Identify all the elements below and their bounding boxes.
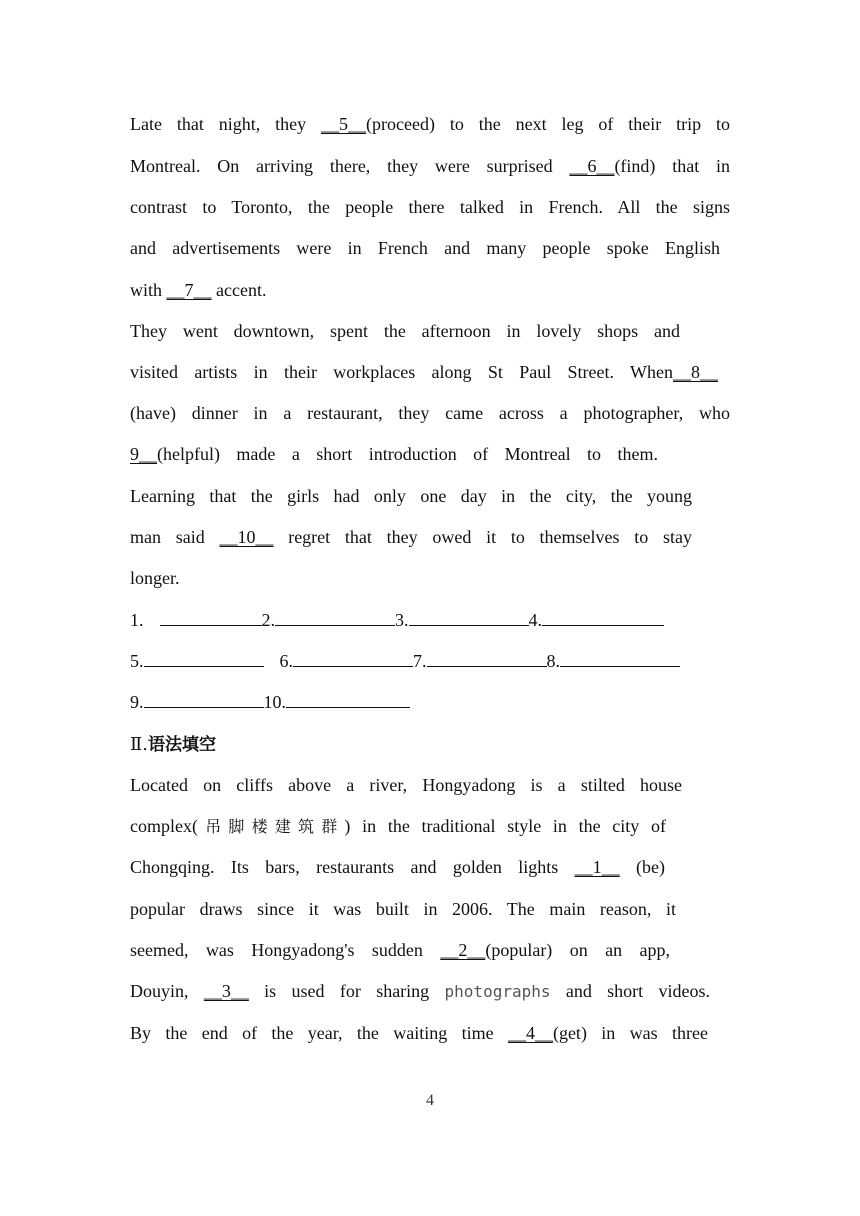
answer-label-8: 8.: [546, 651, 560, 671]
passage2-line-6: Douyin, __3__ is used for sharing photographs and short videos.: [130, 981, 710, 1001]
answer-row-1: [130, 600, 730, 641]
passage1-line-1: Late that night, they __5__(proceed) to the next leg of their trip to: [130, 114, 730, 134]
answer-blank-1[interactable]: [160, 601, 262, 626]
blank-p2-2: __2__: [440, 940, 486, 960]
answer-label-10: 10.: [263, 692, 286, 712]
answer-label-1: 1.: [130, 610, 144, 630]
blank-8: __8__: [673, 362, 718, 382]
passage1-line-9: 9__(helpful) made a short introduction of Montreal to them.: [130, 444, 658, 464]
blank-7: __7__: [166, 280, 212, 300]
answer-label-9: 9.: [130, 692, 144, 712]
passage1-line-3: contrast to Toronto, the people there talked in French. All the signs: [130, 197, 730, 217]
passage2-line-3: Chongqing. Its bars, restaurants and golden lights __1__ (be): [130, 857, 665, 877]
passage2-line-1: Located on cliffs above a river, Hongyadong is a stilted house: [130, 775, 682, 795]
page-number: 4: [426, 1092, 434, 1109]
blank-p2-3: __3__: [203, 981, 249, 1001]
answer-label-7: 7.: [413, 651, 427, 671]
blank-5: __5__: [321, 114, 366, 134]
answer-blank-2[interactable]: [275, 601, 395, 626]
answer-row-2: [130, 641, 730, 682]
section-heading: [130, 724, 730, 765]
blank-p2-1: __1__: [574, 857, 620, 877]
passage1-line-4: and advertisements were in French and many people spoke English: [130, 238, 720, 258]
section-title: 语法填空: [147, 735, 216, 755]
passage1-line-8: (have) dinner in a restaurant, they came across a photographer, who: [130, 403, 730, 423]
passage1-line-7: visited artists in their workplaces along St Paul Street. When__8__: [130, 362, 718, 382]
answer-blank-5[interactable]: [144, 642, 264, 667]
answer-blank-3[interactable]: [409, 601, 529, 626]
blank-9: 9__: [130, 444, 157, 464]
blank-p2-4: __4__: [507, 1023, 553, 1043]
passage1-line-2: Montreal. On arriving there, they were surprised __6__(find) that in: [130, 156, 730, 176]
passage2-line-2: complex(吊脚楼建筑群) in the traditional style in the city of: [130, 816, 666, 836]
answer-blank-8[interactable]: [560, 642, 680, 667]
passage1-line-6: They went downtown, spent the afternoon in lovely shops and: [130, 321, 680, 341]
answer-blank-9[interactable]: [144, 683, 264, 708]
answer-blank-6[interactable]: [293, 642, 413, 667]
answer-blank-10[interactable]: [286, 683, 410, 708]
passage1-line-11: man said __10__ regret that they owed it to themselves to stay: [130, 527, 692, 547]
answer-row-3: [130, 682, 730, 723]
answer-blank-4[interactable]: [542, 601, 664, 626]
blank-6: __6__: [569, 156, 615, 176]
answer-label-4: 4.: [528, 610, 542, 630]
passage1-line-5: with __7__ accent.: [130, 280, 267, 300]
section-numeral: Ⅱ.: [130, 734, 148, 755]
answer-blank-7[interactable]: [427, 642, 547, 667]
passage2-line-7: By the end of the year, the waiting time __4__(get) in was three: [130, 1023, 708, 1043]
passage1-line-10: Learning that the girls had only one day in the city, the young: [130, 486, 692, 506]
answer-label-2: 2.: [261, 610, 275, 630]
blank-10: __10__: [219, 527, 274, 547]
passage1-line-12: longer.: [130, 568, 180, 588]
passage2-line-4: popular draws since it was built in 2006. The main reason, it: [130, 899, 676, 919]
answer-label-6: 6.: [279, 651, 293, 671]
answer-label-3: 3.: [395, 610, 409, 630]
answer-label-5: 5.: [130, 651, 144, 671]
passage2-line-5: seemed, was Hongyadong's sudden __2__(popular) on an app,: [130, 940, 670, 960]
